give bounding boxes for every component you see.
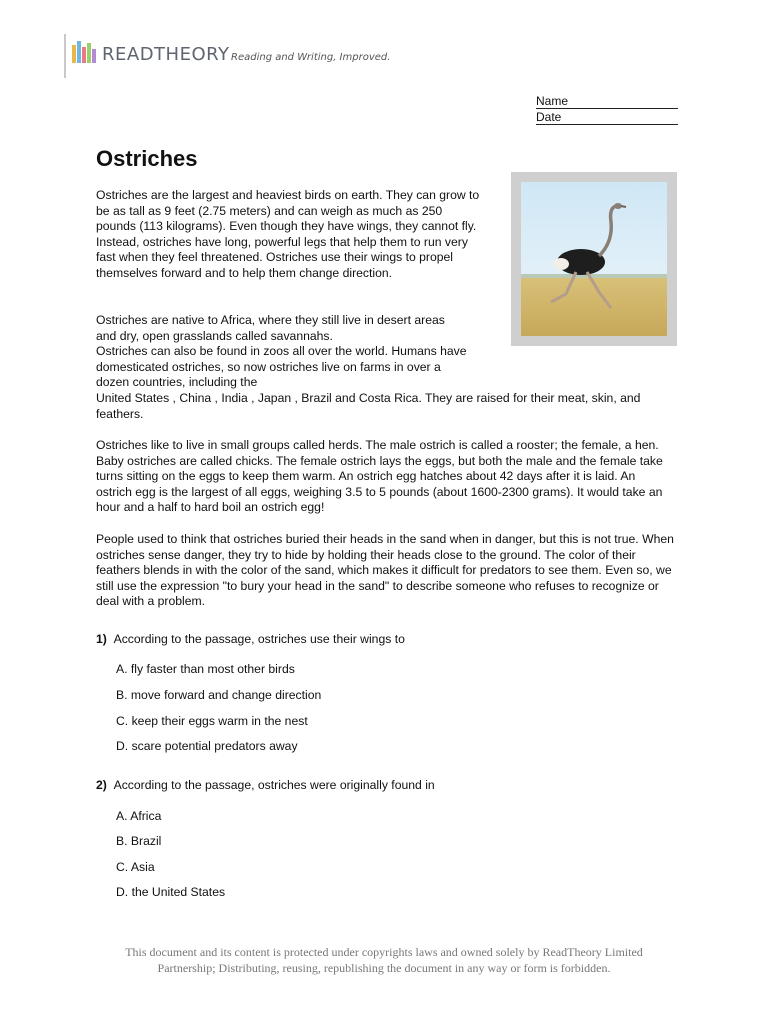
paragraph-2b: Ostriches can also be found in zoos all over the world. Humans have domesticated ostriches, so now ostriches live on farms in over a dozen countries, including the (96, 344, 467, 390)
brand-tagline: Reading and Writing, Improved. (231, 52, 391, 63)
bookshelf-logo-icon (72, 41, 96, 63)
answer-option[interactable]: C. keep their eggs warm in the nest (116, 714, 308, 728)
answer-option[interactable]: B. move forward and change direction (116, 688, 322, 702)
answer-option[interactable]: D. scare potential predators away (116, 739, 298, 753)
page-title: Ostriches (96, 146, 198, 171)
paragraph-2c: United States , China , India , Japan , Brazil and Costa Rica. They are raised for their meat, skin, and feathers. (96, 391, 641, 421)
copyright-line-2: Partnership; Distributing, reusing, republishing the document in any way or form is forbidden. (157, 961, 611, 975)
ostrich-image (521, 182, 667, 336)
question-number: 2) (96, 778, 107, 792)
question-2 (96, 778, 435, 793)
answer-option[interactable]: A. Africa (116, 809, 162, 823)
paragraph-3: Ostriches like to live in small groups called herds. The male ostrich is called a rooster; the female, a hen. Baby ostriches are called chicks. The female ostrich lays the eggs, but both the male and the female take turns sitting on the eggs to keep them warm. An ostrich egg hatches about 42 days after it is laid. An ostrich egg is the largest of all eggs, weighing 3.5 to 5 pounds (about 1600-2300 grams). It would take an hour and a half to hard boil an ostrich egg! (96, 438, 663, 515)
question-number: 1) (96, 632, 107, 646)
copyright-line-1: This document and its content is protected under copyrights laws and owned solely by ReadTheory Limited (125, 945, 643, 959)
paragraph-1: Ostriches are the largest and heaviest birds on earth. They can grow to be as tall as 9 feet (2.75 meters) and can weigh as much as 250 pounds (113 kilograms). Even though they have wings, they cannot fly. Instead, ostriches have long, powerful legs that help them to run very fast when they feel threatened. Ostriches use their wings to propel themselves forward and to help them change direction. (96, 188, 480, 280)
answer-option[interactable]: B. Brazil (116, 834, 162, 848)
question-text: According to the passage, ostriches use their wings to (113, 632, 405, 646)
copyright-footer (96, 944, 672, 976)
paragraph-4: People used to think that ostriches buried their heads in the sand when in danger, but this is not true. When ostriches sense danger, they try to hide by holding their heads close to the ground. The color of their feathers blends in with the color of the sand, which makes it difficult for predators to see them. Even so, we still use the expression "to bury your head in the sand" to describe someone who refuses to recognize or deal with a problem. (96, 532, 674, 609)
answer-option[interactable]: D. the United States (116, 885, 226, 899)
answer-option[interactable]: C. Asia (116, 860, 155, 874)
name-field[interactable]: Name (536, 94, 678, 109)
answer-option[interactable]: A. fly faster than most other birds (116, 662, 295, 676)
ostrich-photo (511, 172, 677, 346)
brand-name: READTHEORY (102, 44, 230, 65)
logo-divider (64, 34, 66, 78)
date-field[interactable]: Date (536, 110, 678, 125)
question-text: According to the passage, ostriches were originally found in (113, 778, 435, 792)
paragraph-2a: Ostriches are native to Africa, where they still live in desert areas and dry, open grasslands called savannahs. (96, 313, 445, 343)
question-1 (96, 632, 405, 647)
